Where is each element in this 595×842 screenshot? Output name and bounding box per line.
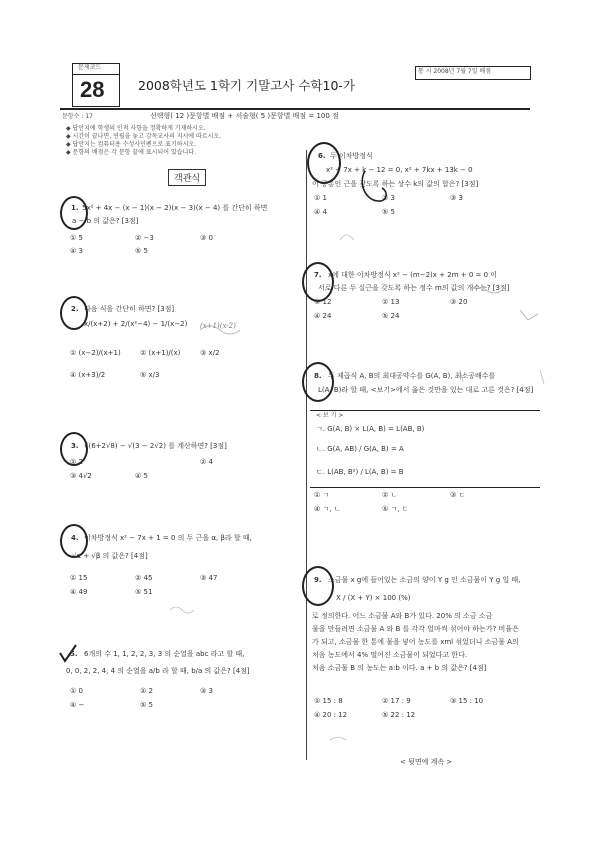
q8-box-title: < 보 기 > [316,412,344,419]
q8-box-item-3: ㄷ. L(AB, B²) / L(A, B) = B [316,468,404,476]
q4-number: 4. [71,534,79,542]
q5-text: 6개의 수 1, 1, 2, 2, 3, 3 의 순열을 abc 라고 할 때, [84,650,245,658]
q2-number: 2. [71,305,79,313]
section-label: 객관식 [168,169,206,186]
q1-choice-5[interactable]: ⑤ 5 [135,247,148,255]
q9-number: 9. [314,576,322,584]
q1-text: 5x² + 4x − (x − 1)(x − 2)(x − 3)(x − 4) 를 간단히 하면 [82,204,268,212]
q7-text: x에 대한 이차방정식 x² − (m−2)x + 2m + 0 = 0 이 [328,271,498,279]
q9-line-5: 처음 소금물 B 의 농도는 a:b 이다. a + b 의 값은? [4점] [312,664,487,672]
continue-footer: < 뒷면에 계속 > [400,758,453,766]
q4-choice-2[interactable]: ② 45 [135,574,153,582]
q6-choice-5[interactable]: ⑤ 5 [382,208,395,216]
q1-sub: a − b 의 값은? [3점] [72,217,139,225]
q8-box-item-1: ㄱ. G(A, B) × L(A, B) = L(AB, B) [316,425,425,433]
q2-choice-4[interactable]: ④ (x+3)/2 [70,371,106,379]
q3-choice-3[interactable]: ③ 4√2 [70,472,92,480]
q3-choice-2[interactable]: ② 4 [200,458,213,466]
note-1: ◆ 답안지에 학생의 인적 사항을 정확하게 기재하시오. [66,125,206,132]
q9-text: 소금물 x g에 들어있는 소금의 양이 Y g 인 소금물이 Y g 일 때, [328,576,521,584]
q8-choice-5[interactable]: ⑤ ㄱ, ㄷ [382,505,409,513]
q7-sub: 서로 다른 두 실근을 갖도록 하는 정수 m의 값의 개수는? [3점] [318,284,510,292]
q7-choice-1[interactable]: ① 12 [314,298,332,306]
q3-choice-1[interactable]: ① 2 [70,458,83,466]
q2-choice-3[interactable]: ③ x/2 [200,349,220,357]
note-3: ◆ 답안지는 컴퓨터용 수성사인펜으로 표기하시오. [66,141,197,148]
q4-text: 이차방정식 x² − 7x + 1 = 0 의 두 근을 α, β라 할 때, [84,534,252,542]
q7-choice-2[interactable]: ② 13 [382,298,400,306]
q9-choice-2[interactable]: ② 17 : 9 [382,697,411,705]
q2-choice-2[interactable]: ② (x+1)/(x) [140,349,181,357]
exam-title: 2008학년도 1학기 기말고사 수학10-가 [138,78,356,93]
q9-line-4: 처음 농도에서 4% 떨어진 소금물이 되었다고 한다. [312,651,468,659]
question-count: 문항수 : 17 [62,113,93,120]
q3-number: 3. [71,442,79,450]
q5-sub: 0, 0, 2, 2, 4, 4 의 순열을 a/b 라 할 때, b/a 의 값은? [4점] [66,667,250,675]
q6-choice-4[interactable]: ④ 4 [314,208,327,216]
q7-choice-3[interactable]: ③ 20 [450,298,468,306]
q6-choice-3[interactable]: ③ 3 [450,194,463,202]
q8-choice-1[interactable]: ① ㄱ [314,491,330,499]
q4-choice-4[interactable]: ④ 49 [70,588,88,596]
q4-choice-3[interactable]: ③ 47 [200,574,218,582]
code-label: 문제코드 [78,64,102,71]
note-4: ◆ 문항의 배점은 각 문항 끝에 표시되어 있습니다. [66,149,196,156]
q9-line-1: 로 정의한다. 어느 소금물 A와 B가 있다. 20% 의 소금 소금 [312,612,493,620]
exam-number: 28 [80,77,105,102]
q3-choice-4[interactable]: ④ 5 [135,472,148,480]
q6-equations: x² + 7x + k − 12 = 0, x² + 7kx + 13k − 0 [326,166,473,174]
q8-sub: L(A, B)라 할 때, <보기>에서 옳은 것만을 있는 대로 고른 것은? [4점] [318,386,534,394]
q9-choice-1[interactable]: ① 15 : 8 [314,697,343,705]
q8-box-item-2: ㄴ. G(A, AB) / G(A, B) = A [316,445,404,453]
q6-text: 두 이차방정식 [330,152,373,160]
q7-choice-4[interactable]: ④ 24 [314,312,332,320]
q9-line-3: 가 되고, 소금물 한 통에 물을 넣어 농도를 xml 섞었더니 소금물 A의 [312,638,519,646]
q1-number: 1. [71,204,79,212]
q4-choice-5[interactable]: ⑤ 51 [135,588,153,596]
q6-choice-2[interactable]: ② 3 [382,194,395,202]
exam-date: 통 시 2008년 7월 7일 배점 [418,68,492,75]
q5-number: 5. [70,650,78,658]
score-summary: 선택형( 12 )문항별 배점 + 서술형( 5 )문항별 배점 = 100 점 [150,112,339,120]
note-2: ◆ 시간이 끝나면, 연필을 놓고 감독교사의 지시에 따르시오. [66,133,222,140]
q8-choice-3[interactable]: ③ ㄷ [450,491,466,499]
q5-choice-1[interactable]: ① 0 [70,687,83,695]
q5-choice-3[interactable]: ③ 3 [200,687,213,695]
q8-number: 8. [314,372,322,380]
q9-choice-3[interactable]: ③ 15 : 10 [450,697,484,705]
q8-choice-4[interactable]: ④ ㄱ, ㄴ [314,505,341,513]
q2-handwriting: (x+1)(x-2) [200,322,236,330]
q1-choice-4[interactable]: ④ 3 [70,247,83,255]
q2-expression: x/(x+2) + 2/(x²−4) − 1/(x−2) [84,320,188,328]
q9-formula: X / (X + Y) × 100 (%) [336,594,411,602]
q1-choice-1[interactable]: ① 5 [70,234,83,242]
q5-choice-2[interactable]: ② 2 [140,687,153,695]
q2-choice-5[interactable]: ⑤ x/3 [140,371,160,379]
q8-choice-2[interactable]: ② ㄴ [382,491,398,499]
q4-choice-1[interactable]: ① 15 [70,574,88,582]
q8-text: 두 제곱식 A, B의 최대공약수를 G(A, B), 최소공배수를 [328,372,496,380]
q6-sub: 이 공통인 근을 갖도록 하는 상수 k의 값의 합은? [3점] [312,180,479,188]
q5-choice-5[interactable]: ⑤ 5 [140,701,153,709]
q7-choice-5[interactable]: ⑤ 24 [382,312,400,320]
q6-number: 6. [318,152,326,160]
q2-choice-1[interactable]: ① (x−2)/(x+1) [70,349,121,357]
q4-sub: √α + √β 의 값은? [4점] [72,552,148,560]
q3-text: √(6+2√8) − √(3 − 2√2) 를 계산하면? [3점] [84,442,227,450]
q9-line-2: 물을 만들려면 소금물 A 와 B 를 각각 얼마씩 섞어야 하는가? 비율은 [312,625,519,633]
q7-number: 7. [314,271,322,279]
q1-choice-2[interactable]: ② −3 [135,234,154,242]
q9-choice-4[interactable]: ④ 20 : 12 [314,711,348,719]
q9-choice-5[interactable]: ⑤ 22 : 12 [382,711,416,719]
q1-choice-3[interactable]: ③ 0 [200,234,213,242]
q2-text: 다음 식을 간단히 하면? [3점] [84,305,175,313]
q6-choice-1[interactable]: ① 1 [314,194,327,202]
q5-choice-4[interactable]: ④ − [70,701,85,709]
